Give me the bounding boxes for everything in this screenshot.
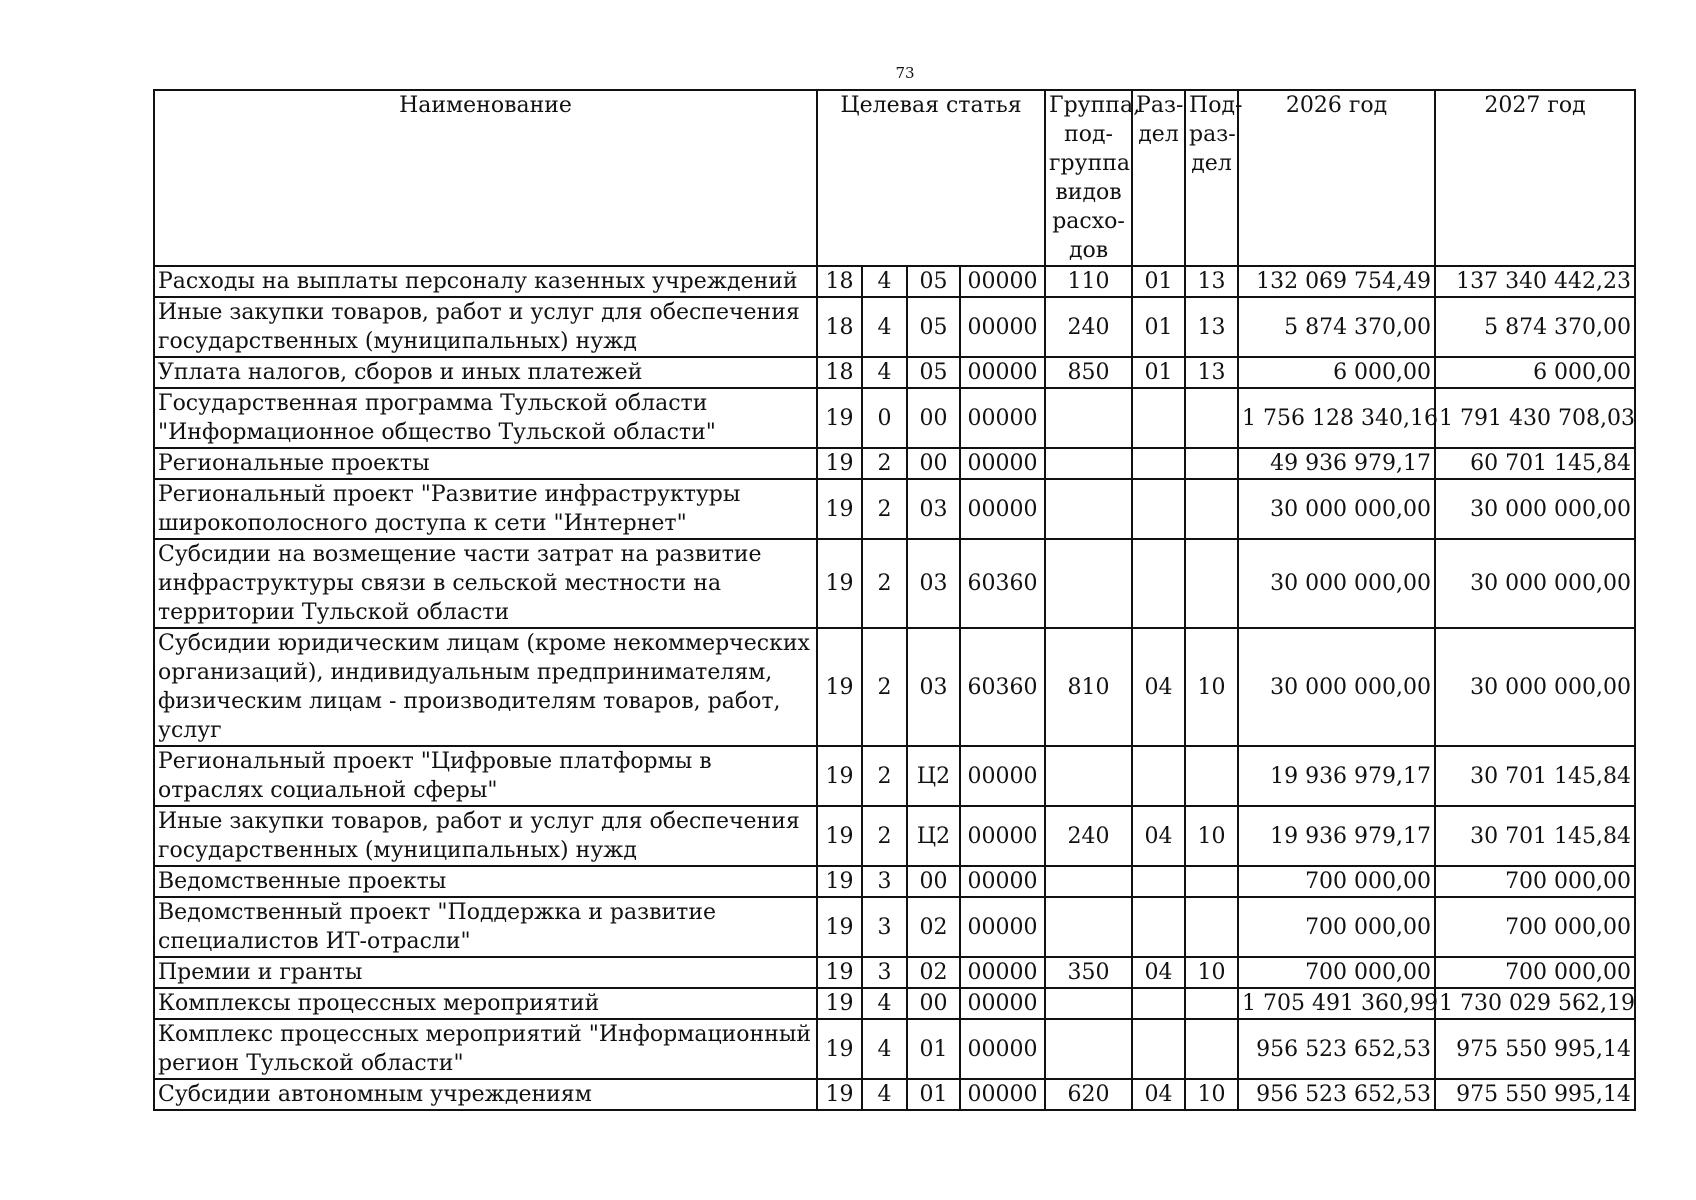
cell-section: 01 [1132,266,1185,297]
cell-amount-2026: 1 705 491 360,99 [1238,988,1435,1019]
header-year-2027: 2027 год [1435,90,1635,266]
cell-target-code-1: 18 [817,266,862,297]
header-subsection: Под- раз- дел [1185,90,1238,266]
cell-amount-2027: 60 701 145,84 [1435,448,1635,479]
cell-expense-group [1045,448,1132,479]
cell-amount-2027: 975 550 995,14 [1435,1079,1635,1110]
cell-name: Иные закупки товаров, работ и услуг для обеспечения государственных (муниципальных) нужд [154,297,817,357]
table-row [154,448,1635,479]
table-row [154,628,1635,746]
cell-target-code-1: 19 [817,479,862,539]
cell-section [1132,539,1185,628]
cell-subsection [1185,388,1238,448]
cell-target-code-2: 2 [862,539,907,628]
cell-name: Региональный проект "Развитие инфраструктуры широкополосного доступа к сети "Интернет" [154,479,817,539]
cell-target-code-2: 3 [862,897,907,957]
cell-amount-2026: 6 000,00 [1238,357,1435,388]
cell-target-code-1: 19 [817,628,862,746]
cell-section: 04 [1132,957,1185,988]
cell-amount-2026: 30 000 000,00 [1238,628,1435,746]
budget-table [153,89,1636,1111]
cell-section: 01 [1132,357,1185,388]
cell-target-code-1: 19 [817,1019,862,1079]
cell-target-code-1: 19 [817,866,862,897]
cell-amount-2027: 700 000,00 [1435,897,1635,957]
cell-target-code-2: 4 [862,357,907,388]
cell-name: Иные закупки товаров, работ и услуг для обеспечения государственных (муниципальных) нужд [154,806,817,866]
cell-target-code-3: 05 [907,297,960,357]
cell-target-code-1: 19 [817,746,862,806]
cell-expense-group [1045,988,1132,1019]
cell-name: Ведомственный проект "Поддержка и развитие специалистов ИТ-отрасли" [154,897,817,957]
cell-subsection: 10 [1185,628,1238,746]
cell-target-code-2: 4 [862,988,907,1019]
cell-target-code-1: 19 [817,897,862,957]
cell-subsection [1185,539,1238,628]
cell-target-code-1: 19 [817,539,862,628]
cell-amount-2026: 19 936 979,17 [1238,746,1435,806]
cell-amount-2026: 5 874 370,00 [1238,297,1435,357]
table-row [154,806,1635,866]
cell-name: Региональный проект "Цифровые платформы в отраслях социальной сферы" [154,746,817,806]
table-row [154,539,1635,628]
cell-amount-2027: 700 000,00 [1435,957,1635,988]
table-row [154,266,1635,297]
cell-section [1132,448,1185,479]
cell-target-code-4: 00000 [960,806,1045,866]
cell-target-code-2: 3 [862,957,907,988]
cell-expense-group [1045,866,1132,897]
cell-target-code-3: 01 [907,1079,960,1110]
cell-name: Государственная программа Тульской области "Информационное общество Тульской области" [154,388,817,448]
cell-expense-group: 620 [1045,1079,1132,1110]
table-row [154,1019,1635,1079]
cell-subsection: 10 [1185,957,1238,988]
cell-amount-2027: 30 701 145,84 [1435,746,1635,806]
cell-amount-2026: 30 000 000,00 [1238,479,1435,539]
cell-name: Уплата налогов, сборов и иных платежей [154,357,817,388]
header-row [154,90,1635,266]
cell-amount-2026: 956 523 652,53 [1238,1019,1435,1079]
cell-name: Ведомственные проекты [154,866,817,897]
cell-expense-group: 810 [1045,628,1132,746]
cell-name: Комплексы процессных мероприятий [154,988,817,1019]
cell-expense-group [1045,1019,1132,1079]
cell-target-code-3: 01 [907,1019,960,1079]
cell-expense-group: 240 [1045,806,1132,866]
cell-name: Субсидии автономным учреждениям [154,1079,817,1110]
page-number: 73 [895,64,915,82]
cell-target-code-1: 19 [817,957,862,988]
cell-target-code-2: 0 [862,388,907,448]
table-row [154,1079,1635,1110]
cell-subsection: 13 [1185,266,1238,297]
cell-target-code-2: 4 [862,1079,907,1110]
cell-name: Премии и гранты [154,957,817,988]
cell-amount-2026: 700 000,00 [1238,957,1435,988]
cell-target-code-3: 05 [907,266,960,297]
table-row [154,357,1635,388]
cell-subsection: 10 [1185,1079,1238,1110]
cell-target-code-2: 2 [862,448,907,479]
cell-amount-2027: 30 000 000,00 [1435,479,1635,539]
cell-amount-2027: 5 874 370,00 [1435,297,1635,357]
cell-target-code-1: 18 [817,297,862,357]
cell-amount-2027: 6 000,00 [1435,357,1635,388]
cell-target-code-2: 4 [862,297,907,357]
cell-amount-2027: 1 791 430 708,03 [1435,388,1635,448]
cell-target-code-3: 03 [907,479,960,539]
cell-target-code-1: 19 [817,988,862,1019]
cell-expense-group [1045,746,1132,806]
cell-target-code-3: 02 [907,897,960,957]
cell-target-code-4: 00000 [960,297,1045,357]
cell-amount-2027: 1 730 029 562,19 [1435,988,1635,1019]
cell-target-code-4: 00000 [960,897,1045,957]
cell-expense-group [1045,479,1132,539]
cell-target-code-2: 4 [862,266,907,297]
cell-target-code-3: 03 [907,539,960,628]
table-row [154,746,1635,806]
cell-target-code-4: 00000 [960,479,1045,539]
cell-target-code-4: 00000 [960,357,1045,388]
cell-amount-2026: 19 936 979,17 [1238,806,1435,866]
cell-amount-2027: 30 000 000,00 [1435,539,1635,628]
cell-name: Расходы на выплаты персоналу казенных учреждений [154,266,817,297]
cell-target-code-3: 00 [907,448,960,479]
cell-target-code-2: 2 [862,628,907,746]
cell-expense-group: 110 [1045,266,1132,297]
cell-section [1132,746,1185,806]
header-name: Наименование [154,90,817,266]
cell-target-code-4: 00000 [960,266,1045,297]
cell-target-code-1: 19 [817,388,862,448]
cell-amount-2026: 700 000,00 [1238,866,1435,897]
cell-target-code-4: 00000 [960,388,1045,448]
cell-section [1132,988,1185,1019]
cell-amount-2027: 137 340 442,23 [1435,266,1635,297]
cell-target-code-3: 05 [907,357,960,388]
cell-name: Субсидии юридическим лицам (кроме некоммерческих организаций), индивидуальным предпринимателям, физическим лицам - производителям товаров, работ, услуг [154,628,817,746]
cell-target-code-1: 19 [817,1079,862,1110]
cell-expense-group [1045,897,1132,957]
cell-expense-group [1045,539,1132,628]
cell-section: 04 [1132,806,1185,866]
cell-target-code-3: 03 [907,628,960,746]
cell-target-code-2: 2 [862,806,907,866]
cell-amount-2026: 700 000,00 [1238,897,1435,957]
table-row [154,866,1635,897]
cell-amount-2026: 1 756 128 340,16 [1238,388,1435,448]
cell-section: 01 [1132,297,1185,357]
cell-target-code-2: 4 [862,1019,907,1079]
cell-target-code-2: 2 [862,746,907,806]
cell-amount-2026: 956 523 652,53 [1238,1079,1435,1110]
cell-target-code-2: 3 [862,866,907,897]
cell-target-code-3: 00 [907,988,960,1019]
cell-subsection [1185,897,1238,957]
cell-amount-2026: 49 936 979,17 [1238,448,1435,479]
table-row [154,479,1635,539]
cell-subsection: 13 [1185,297,1238,357]
table-row [154,897,1635,957]
cell-target-code-3: 00 [907,388,960,448]
header-year-2026: 2026 год [1238,90,1435,266]
cell-expense-group: 850 [1045,357,1132,388]
cell-subsection [1185,866,1238,897]
cell-section [1132,1019,1185,1079]
header-section: Раз- дел [1132,90,1185,266]
cell-name: Комплекс процессных мероприятий "Информационный регион Тульской области" [154,1019,817,1079]
cell-target-code-3: 00 [907,866,960,897]
cell-amount-2027: 30 000 000,00 [1435,628,1635,746]
header-expense-group: Группа, под- группа видов расхо- дов [1045,90,1132,266]
cell-subsection [1185,988,1238,1019]
cell-target-code-3: Ц2 [907,806,960,866]
cell-target-code-3: Ц2 [907,746,960,806]
cell-subsection [1185,1019,1238,1079]
cell-subsection: 13 [1185,357,1238,388]
cell-amount-2027: 975 550 995,14 [1435,1019,1635,1079]
table-row [154,988,1635,1019]
cell-target-code-4: 60360 [960,628,1045,746]
cell-section [1132,388,1185,448]
cell-target-code-2: 2 [862,479,907,539]
cell-target-code-1: 19 [817,806,862,866]
cell-section [1132,479,1185,539]
table-row [154,957,1635,988]
cell-amount-2027: 30 701 145,84 [1435,806,1635,866]
cell-subsection [1185,448,1238,479]
cell-expense-group: 350 [1045,957,1132,988]
cell-target-code-3: 02 [907,957,960,988]
cell-amount-2026: 132 069 754,49 [1238,266,1435,297]
cell-subsection: 10 [1185,806,1238,866]
cell-target-code-4: 00000 [960,988,1045,1019]
cell-section [1132,866,1185,897]
cell-section [1132,897,1185,957]
cell-name: Субсидии на возмещение части затрат на развитие инфраструктуры связи в сельской местности на территории Тульской области [154,539,817,628]
cell-target-code-4: 60360 [960,539,1045,628]
cell-amount-2026: 30 000 000,00 [1238,539,1435,628]
cell-section: 04 [1132,628,1185,746]
table-row [154,388,1635,448]
cell-amount-2027: 700 000,00 [1435,866,1635,897]
cell-name: Региональные проекты [154,448,817,479]
cell-target-code-1: 18 [817,357,862,388]
cell-target-code-1: 19 [817,448,862,479]
cell-subsection [1185,479,1238,539]
header-target-article: Целевая статья [817,90,1045,266]
cell-target-code-4: 00000 [960,1019,1045,1079]
cell-target-code-4: 00000 [960,746,1045,806]
cell-target-code-4: 00000 [960,866,1045,897]
cell-subsection [1185,746,1238,806]
cell-target-code-4: 00000 [960,448,1045,479]
cell-expense-group [1045,388,1132,448]
cell-target-code-4: 00000 [960,1079,1045,1110]
cell-section: 04 [1132,1079,1185,1110]
cell-target-code-4: 00000 [960,957,1045,988]
cell-expense-group: 240 [1045,297,1132,357]
table-row [154,297,1635,357]
